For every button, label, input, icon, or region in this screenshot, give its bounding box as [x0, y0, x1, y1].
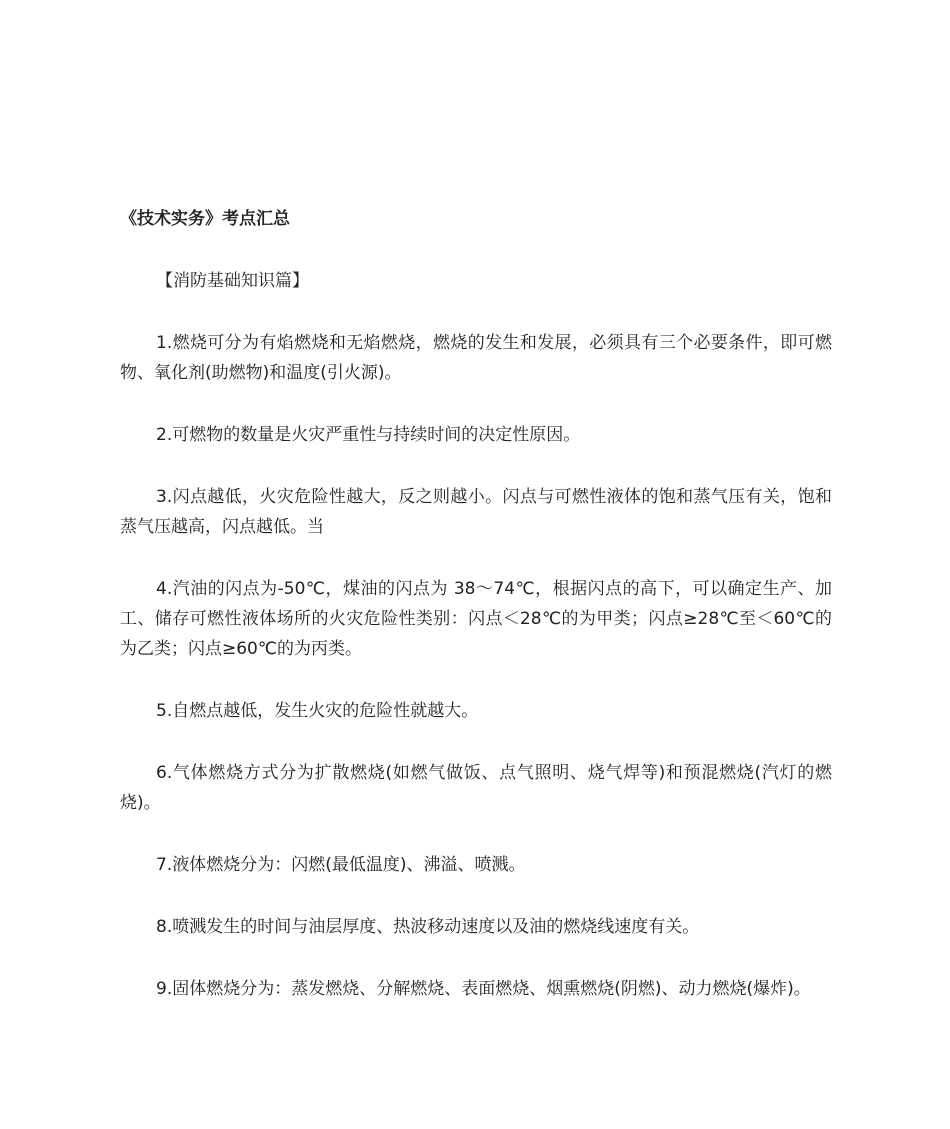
paragraph-6: 6.气体燃烧方式分为扩散燃烧(如燃气做饭、点气照明、烧气焊等)和预混燃烧(汽灯的燃烧)。	[120, 763, 832, 813]
paragraph-5: 5.自燃点越低，发生火灾的危险性就越大。	[156, 701, 479, 721]
paragraph-1: 1.燃烧可分为有焰燃烧和无焰燃烧，燃烧的发生和发展，必须具有三个必要条件，即可燃物、氧化剂(助燃物)和温度(引火源)。	[120, 333, 832, 383]
paragraph-8: 8.喷溅发生的时间与油层厚度、热波移动速度以及油的燃烧线速度有关。	[156, 917, 700, 937]
document-body	[120, 204, 832, 1004]
paragraph-2: 2.可燃物的数量是火灾严重性与持续时间的决定性原因。	[156, 425, 581, 445]
paragraph-7: 7.液体燃烧分为：闪燃(最低温度)、沸溢、喷溅。	[156, 855, 526, 875]
section-heading: 【消防基础知识篇】	[156, 271, 309, 291]
paragraph-3: 3.闪点越低，火灾危险性越大，反之则越小。闪点与可燃性液体的饱和蒸气压有关，饱和蒸气压越高，闪点越低。当	[120, 487, 832, 537]
paragraph-4: 4.汽油的闪点为-50℃，煤油的闪点为 38～74℃，根据闪点的高下，可以确定生产、加工、储存可燃性液体场所的火灾危险性类别：闪点＜28℃的为甲类；闪点≥28℃至＜60℃的为乙类；闪点≥60℃的为丙类。	[120, 579, 832, 659]
paragraph-9: 9.固体燃烧分为：蒸发燃烧、分解燃烧、表面燃烧、烟熏燃烧(阴燃)、动力燃烧(爆炸)。	[156, 979, 811, 999]
document-title: 《技术实务》考点汇总	[120, 209, 290, 229]
